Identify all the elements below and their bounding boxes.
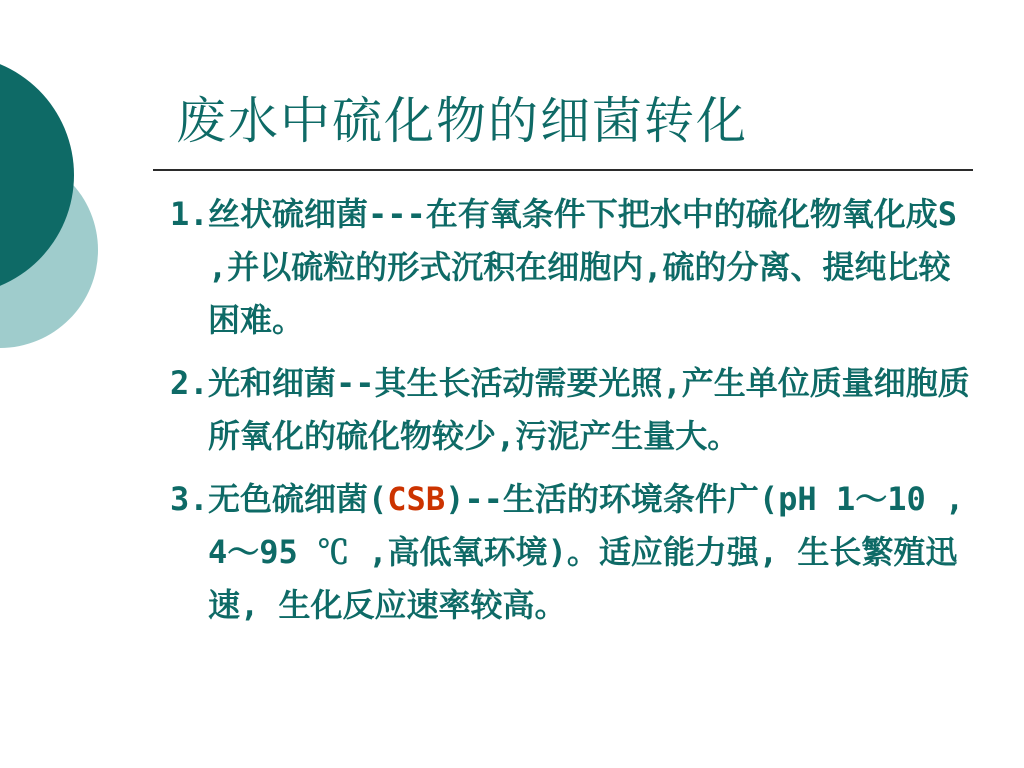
list-item: [170, 473, 970, 632]
decorative-circles: [0, 0, 140, 420]
item-text-before: 无色硫细菌(: [208, 480, 388, 518]
item-number: 2.: [170, 364, 209, 402]
list-item: [170, 357, 970, 463]
slide-title: 废水中硫化物的细菌转化: [176, 92, 748, 150]
item-text-after: )--生活的环境条件广(pH 1～10 , 4～95 ℃ ,高低氧环境)。适应能力强, 生长繁殖迅速, 生化反应速率较高。: [208, 480, 965, 624]
item-text: 光和细菌--其生长活动需要光照,产生单位质量细胞质所氧化的硫化物较少,污泥产生量大。: [208, 364, 970, 455]
bullet-list: [170, 188, 970, 642]
item-number: 3.: [170, 480, 209, 518]
list-item: [170, 188, 970, 347]
highlight-term-csb: CSB: [387, 480, 446, 518]
item-number: 1.: [170, 195, 209, 233]
title-divider: [153, 169, 973, 171]
item-text: 丝状硫细菌---在有氧条件下把水中的硫化物氧化成S ,并以硫粒的形式沉积在细胞内,硫的分离、提纯比较困难。: [208, 195, 958, 339]
